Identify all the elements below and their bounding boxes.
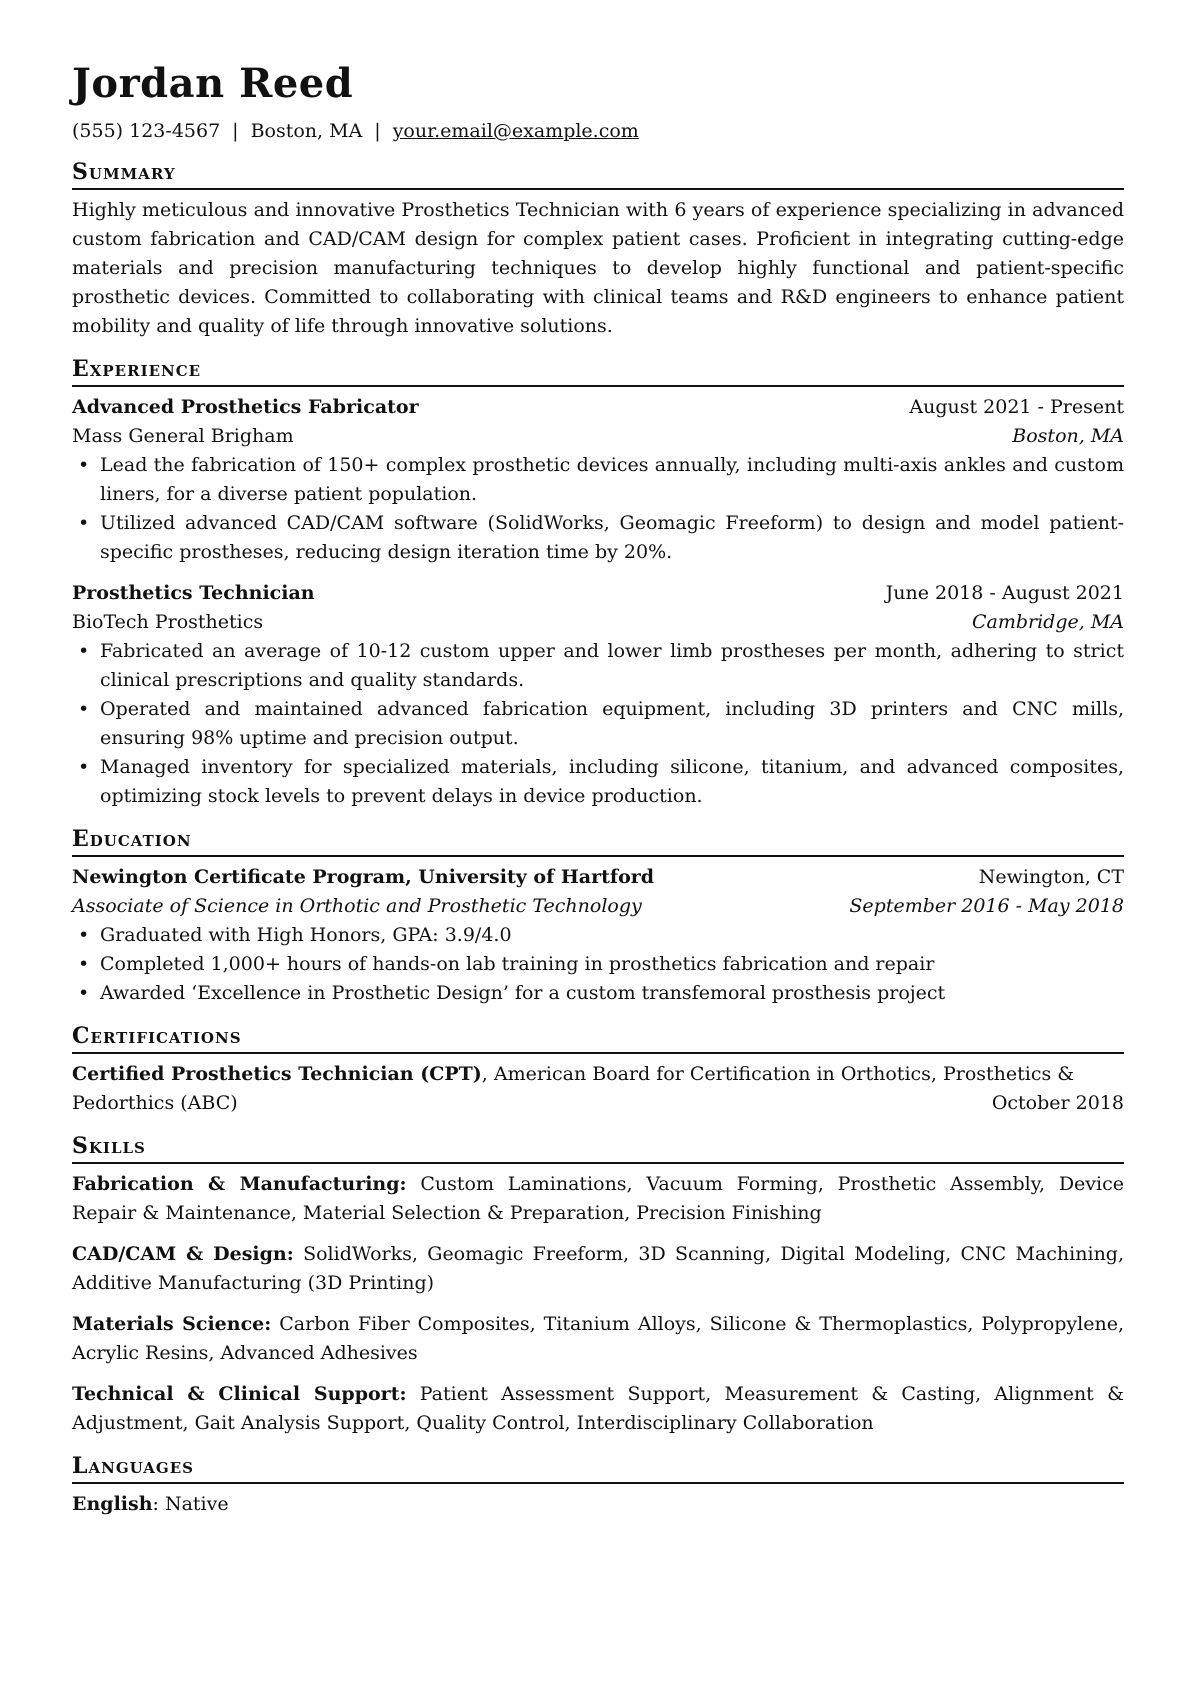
school-location: Newington, CT <box>978 866 1124 888</box>
location: Boston, MA <box>250 120 363 142</box>
job-entry <box>72 579 1124 811</box>
language-name: English <box>72 1493 153 1515</box>
bullet-icon: • <box>78 640 90 662</box>
job-bullets <box>72 451 1124 567</box>
bullet-icon: • <box>78 512 90 534</box>
degree-name: Associate of Science in Orthotic and Prosthetic Technology <box>72 895 642 917</box>
job-company: BioTech Prosthetics <box>72 611 264 633</box>
education-section <box>72 825 1124 1008</box>
language-level: : Native <box>152 1493 229 1515</box>
school-name: Newington Certificate Program, University of Hartford <box>72 866 655 888</box>
certification-issuer-cont: Pedorthics (ABC) <box>72 1092 238 1114</box>
certifications-section <box>72 1022 1124 1118</box>
skill-label: Materials Science: <box>72 1313 272 1335</box>
skill-group <box>72 1240 1124 1298</box>
job-location: Boston, MA <box>1012 425 1124 447</box>
resume-page <box>72 58 1124 1519</box>
section-heading: Certifications <box>72 1022 1124 1054</box>
list-item: • Fabricated an average of 10-12 custom upper and lower limb prostheses per month, adhering to strict clinical prescriptions and quality standards. <box>72 637 1124 695</box>
skill-group <box>72 1170 1124 1228</box>
summary-text: Highly meticulous and innovative Prosthetics Technician with 6 years of experience specializing in advanced custom fabrication and CAD/CAM design for complex patient cases. Proficient in integrating cutting-edge materials and precision manufacturing techniques to develop highly functional and patient-specific prosthetic devices. Committed to collaborating with clinical teams and R&D engineers to enhance patient mobility and quality of life through innovative solutions. <box>72 199 1124 337</box>
language-entry <box>72 1490 1124 1519</box>
bullet-icon: • <box>78 953 90 975</box>
section-heading: Education <box>72 825 1124 857</box>
section-heading: Experience <box>72 355 1124 387</box>
experience-section <box>72 355 1124 811</box>
skill-group <box>72 1380 1124 1438</box>
list-item: • Graduated with High Honors, GPA: 3.9/4.0 <box>72 921 1124 950</box>
bullet-icon: • <box>78 756 90 778</box>
skill-label: Technical & Clinical Support: <box>72 1383 407 1405</box>
skill-group <box>72 1310 1124 1368</box>
job-role: Advanced Prosthetics Fabricator <box>72 396 419 418</box>
list-item: • Operated and maintained advanced fabrication equipment, including 3D printers and CNC mills, ensuring 98% uptime and precision output. <box>72 695 1124 753</box>
job-company: Mass General Brigham <box>72 425 294 447</box>
summary-section <box>72 158 1124 341</box>
education-dates: September 2016 - May 2018 <box>849 895 1124 917</box>
list-item: • Utilized advanced CAD/CAM software (SolidWorks, Geomagic Freeform) to design and model patient-specific prostheses, reducing design iteration time by 20%. <box>72 509 1124 567</box>
bullet-icon: • <box>78 924 90 946</box>
bullet-icon: • <box>78 982 90 1004</box>
languages-section <box>72 1452 1124 1519</box>
list-item: • Awarded ‘Excellence in Prosthetic Design’ for a custom transfemoral prosthesis project <box>72 979 1124 1008</box>
skill-items: SolidWorks, Geomagic Freeform, 3D Scanning, Digital Modeling, CNC Machining, Additive Manufacturing (3D Printing) <box>72 1243 1125 1294</box>
contact-separator: | <box>374 120 381 142</box>
email-link[interactable]: your.email@example.com <box>392 120 639 142</box>
job-location: Cambridge, MA <box>971 611 1124 633</box>
education-bullets <box>72 921 1124 1008</box>
section-heading: Skills <box>72 1132 1124 1164</box>
skill-items: Carbon Fiber Composites, Titanium Alloys, Silicone & Thermoplastics, Polypropylene, Acrylic Resins, Advanced Adhesives <box>72 1313 1124 1364</box>
certification-date: October 2018 <box>991 1092 1124 1114</box>
bullet-icon: • <box>78 454 90 476</box>
skill-items: Patient Assessment Support, Measurement & Casting, Alignment & Adjustment, Gait Analysis Support, Quality Control, Interdisciplinary Collaboration <box>72 1383 1124 1434</box>
job-role: Prosthetics Technician <box>72 582 315 604</box>
job-bullets <box>72 637 1124 811</box>
skills-section <box>72 1132 1124 1438</box>
contact-separator: | <box>232 120 239 142</box>
contact-line <box>72 118 1124 144</box>
list-item: • Completed 1,000+ hours of hands-on lab training in prosthetics fabrication and repair <box>72 950 1124 979</box>
skill-label: Fabrication & Manufacturing: <box>72 1173 407 1195</box>
candidate-name: Jordan Reed <box>72 60 354 107</box>
certification-name: Certified Prosthetics Technician (CPT) <box>72 1063 482 1085</box>
bullet-icon: • <box>78 698 90 720</box>
job-dates: June 2018 - August 2021 <box>885 582 1124 604</box>
skill-items: Custom Laminations, Vacuum Forming, Prosthetic Assembly, Device Repair & Maintenance, Material Selection & Preparation, Precision Finishing <box>72 1173 1124 1224</box>
job-entry <box>72 393 1124 567</box>
section-heading: Summary <box>72 158 1124 190</box>
certification-issuer: , American Board for Certification in Orthotics, Prosthetics & <box>481 1063 1075 1085</box>
list-item: • Managed inventory for specialized materials, including silicone, titanium, and advanced composites, optimizing stock levels to prevent delays in device production. <box>72 753 1124 811</box>
list-item: • Lead the fabrication of 150+ complex prosthetic devices annually, including multi-axis ankles and custom liners, for a diverse patient population. <box>72 451 1124 509</box>
phone-number: (555) 123-4567 <box>72 120 221 142</box>
section-heading: Languages <box>72 1452 1124 1484</box>
skill-label: CAD/CAM & Design: <box>72 1243 294 1265</box>
job-dates: August 2021 - Present <box>909 396 1124 418</box>
